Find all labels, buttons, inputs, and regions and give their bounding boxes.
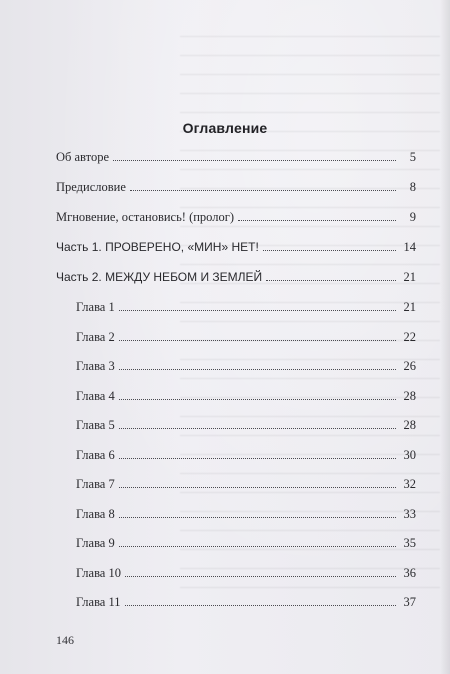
toc-chapter-11 bbox=[56, 595, 416, 625]
toc-entry-preface bbox=[56, 180, 416, 210]
toc-chapter-page: 36 bbox=[403, 565, 416, 580]
toc-entry-label: Часть 1. ПРОВЕРЕНО, «МИН» НЕТ! bbox=[56, 240, 259, 254]
toc-entry-label: Об авторе bbox=[56, 150, 109, 164]
toc-entry-page: 14 bbox=[403, 240, 416, 254]
leader-dots bbox=[125, 576, 396, 577]
leader-dots bbox=[119, 458, 396, 459]
toc-chapter-page: 28 bbox=[403, 418, 416, 432]
toc-entry-page: 8 bbox=[409, 180, 416, 194]
toc-chapter-label: Глава 2 bbox=[76, 329, 115, 344]
toc-chapter-1 bbox=[56, 300, 416, 330]
toc-entry-part-1 bbox=[56, 240, 416, 270]
toc-chapter-page: 32 bbox=[403, 477, 416, 491]
leader-dots bbox=[119, 340, 396, 341]
toc-entry-page: 9 bbox=[409, 210, 416, 224]
toc-entry-label: Часть 2. МЕЖДУ НЕБОМ И ЗЕМЛЕЙ bbox=[56, 270, 263, 284]
toc-chapter-page: 33 bbox=[403, 506, 416, 521]
leader-dots bbox=[119, 517, 396, 518]
toc-chapter-page: 22 bbox=[403, 329, 416, 344]
leader-dots bbox=[119, 546, 396, 547]
table-of-contents bbox=[56, 150, 416, 625]
toc-chapter-label: Глава 8 bbox=[76, 506, 115, 521]
toc-chapter-6 bbox=[56, 448, 416, 478]
leader-dots bbox=[266, 280, 396, 281]
leader-dots bbox=[125, 605, 396, 606]
page-edge-shadow bbox=[440, 0, 450, 674]
toc-title: Оглавление bbox=[182, 120, 268, 136]
leader-dots bbox=[119, 487, 396, 488]
toc-chapter-3 bbox=[56, 359, 416, 389]
toc-chapter-label: Глава 3 bbox=[76, 359, 115, 373]
toc-chapter-label: Глава 7 bbox=[76, 477, 115, 491]
leader-dots bbox=[113, 160, 396, 161]
toc-chapter-5 bbox=[56, 418, 416, 448]
page-number: 146 bbox=[56, 633, 74, 647]
toc-chapter-label: Глава 4 bbox=[76, 388, 115, 403]
toc-chapter-10 bbox=[56, 566, 416, 596]
toc-chapter-7 bbox=[56, 477, 416, 507]
toc-entry-part-2 bbox=[56, 270, 416, 300]
toc-chapter-page: 30 bbox=[403, 447, 416, 462]
toc-entry-label: Предисловие bbox=[56, 180, 126, 194]
toc-chapter-label: Глава 1 bbox=[76, 300, 115, 314]
toc-chapter-2 bbox=[56, 330, 416, 360]
toc-chapter-label: Глава 9 bbox=[76, 536, 115, 550]
toc-entry-page: 5 bbox=[409, 150, 416, 164]
leader-dots bbox=[119, 369, 396, 370]
leader-dots bbox=[130, 190, 396, 191]
toc-chapter-page: 35 bbox=[403, 536, 416, 550]
leader-dots bbox=[238, 220, 396, 221]
leader-dots bbox=[263, 250, 396, 251]
toc-chapter-page: 37 bbox=[403, 595, 416, 609]
toc-chapter-9 bbox=[56, 536, 416, 566]
toc-chapter-label: Глава 5 bbox=[76, 418, 115, 432]
toc-chapter-label: Глава 11 bbox=[76, 595, 121, 609]
toc-chapter-4 bbox=[56, 389, 416, 419]
toc-chapter-page: 26 bbox=[403, 359, 416, 373]
toc-chapter-page: 28 bbox=[403, 388, 416, 403]
toc-chapter-8 bbox=[56, 507, 416, 537]
toc-entry-about-author bbox=[56, 150, 416, 180]
toc-entry-label: Мгновение, остановись! (пролог) bbox=[56, 210, 235, 224]
toc-entry-page: 21 bbox=[403, 270, 416, 284]
toc-chapter-page: 21 bbox=[403, 300, 416, 314]
leader-dots bbox=[119, 399, 396, 400]
toc-entry-prologue bbox=[56, 210, 416, 240]
toc-chapter-label: Глава 10 bbox=[76, 565, 121, 580]
leader-dots bbox=[119, 428, 396, 429]
toc-chapter-label: Глава 6 bbox=[76, 447, 115, 462]
leader-dots bbox=[119, 310, 396, 311]
